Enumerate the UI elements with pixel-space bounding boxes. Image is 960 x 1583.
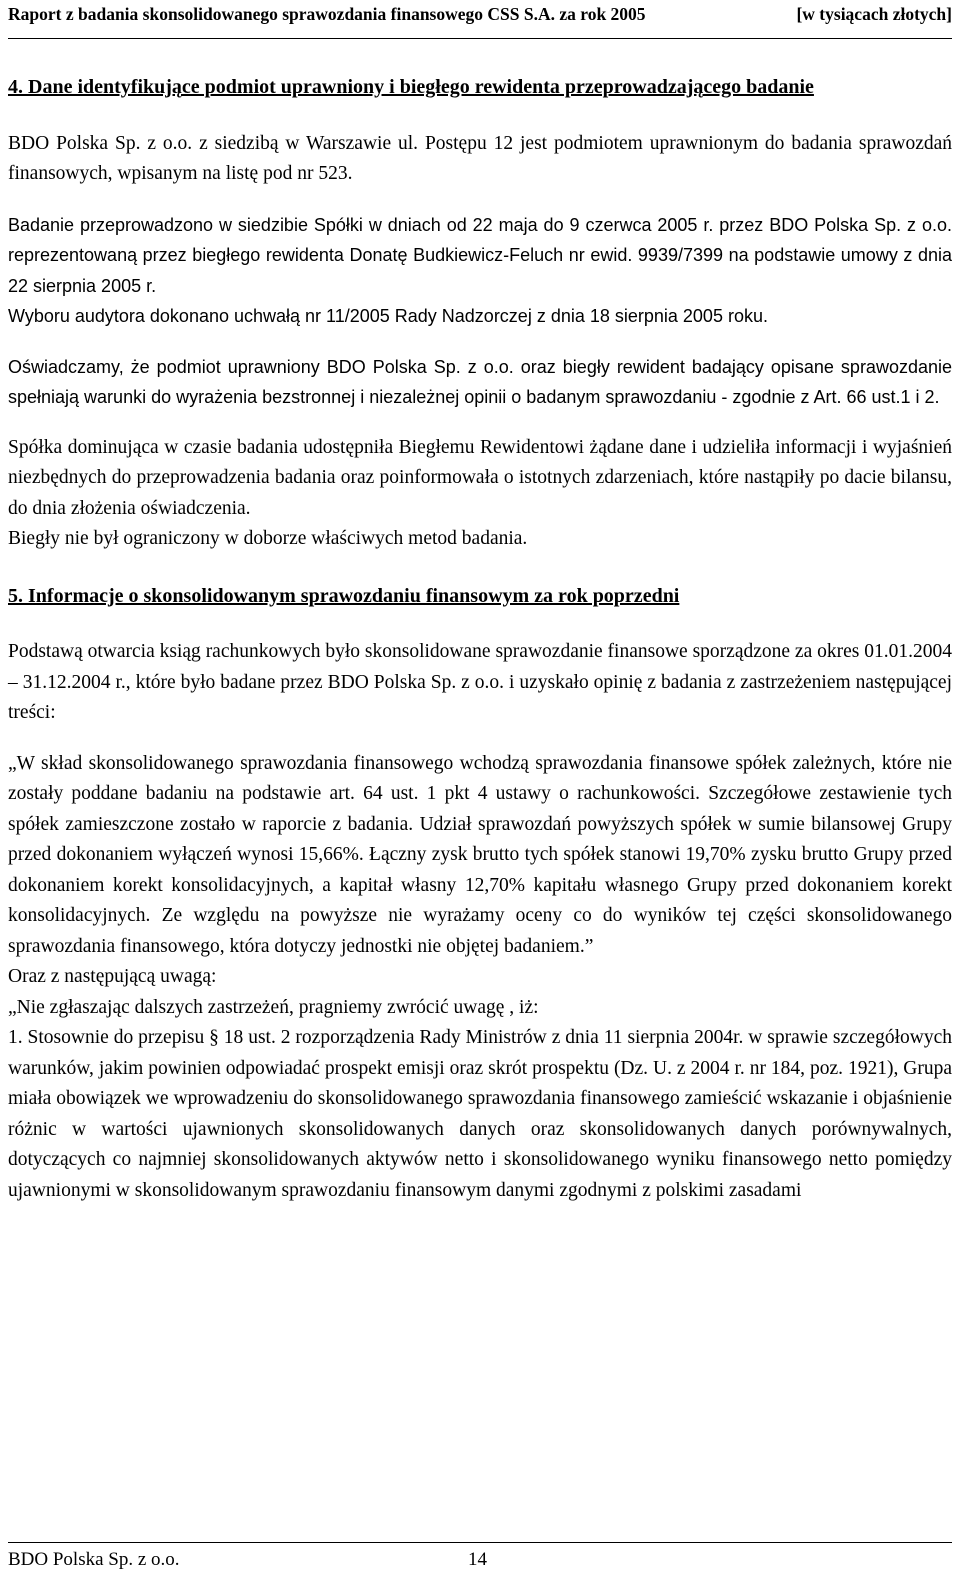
document-body	[8, 72, 952, 1206]
header-title: Raport z badania skonsolidowanego sprawozdania finansowego CSS S.A. za rok 2005	[8, 4, 646, 24]
footer-company: BDO Polska Sp. z o.o.	[8, 1549, 180, 1570]
section-4-paragraph-2: Badanie przeprowadzono w siedzibie Spółki w dniach od 22 maja do 9 czerwca 2005 r. przez BDO Polska Sp. z o.o. reprezentowaną przez biegłego rewidenta Donatę Budkiewicz-Feluch nr ewid. 9939/7399 na podstawie umowy z dnia 22 sierpnia 2005 r.	[8, 214, 952, 296]
page-header	[8, 4, 952, 39]
page-footer	[8, 1542, 952, 1579]
section-4-heading: 4. Dane identyfikujące podmiot uprawniony i biegłego rewidenta przeprowadzającego badanie	[8, 76, 814, 98]
header-unit: [w tysiącach złotych]	[796, 4, 952, 24]
section-5-heading: 5. Informacje o skonsolidowanym sprawozdaniu finansowym za rok poprzedni	[8, 584, 680, 607]
section-4-paragraph-5: Spółka dominująca w czasie badania udostępniła Biegłemu Rewidentowi żądane dane i udzieliła informacji i wyjaśnień niezbędnych do przeprowadzenia badania oraz poinformowała o istotnych zdarzeniach, które nastąpiły po dacie bilansu, do dnia złożenia oświadczenia.	[8, 436, 952, 519]
section-5-paragraph-2: Oraz z następującą uwagą:	[8, 966, 217, 987]
section-5-list-item-1: 1. Stosownie do przepisu § 18 ust. 2 rozporządzenia Rady Ministrów z dnia 11 sierpnia 2004r. w sprawie szczegółowych warunków, jakim powinien odpowiadać prospekt emisji oraz skrót prospektu (Dz. U. z 2004 r. nr 184, poz. 1921), Grupa miała obowiązek we wprowadzeniu do skonsolidowanego sprawozdania finansowego zamieścić wskazanie i objaśnienie różnic w wartości ujawnionych skonsolidowanych danych oraz skonsolidowanych danych porównywalnych, dotyczących co najmniej skonsolidowanych aktywów netto i skonsolidowanego wyniku finansowego netto pomiędzy ujawnionymi w skonsolidowanym sprawozdaniu finansowym danymi zgodnymi z polskimi zasadami	[8, 1027, 952, 1201]
page-number: 14	[468, 1549, 487, 1570]
section-4-paragraph-3: Wyboru audytora dokonano uchwałą nr 11/2005 Rady Nadzorczej z dnia 18 sierpnia 2005 roku.	[8, 306, 768, 326]
section-4-paragraph-4: Oświadczamy, że podmiot uprawniony BDO Polska Sp. z o.o. oraz biegły rewident badający opisane sprawozdanie spełniają warunki do wyrażenia bezstronnej i niezależnej opinii o badanym sprawozdaniu - zgodnie z Art. 66 ust.1 i 2.	[8, 356, 952, 407]
section-5-quote-2: „Nie zgłaszając dalszych zastrzeżeń, pragniemy zwrócić uwagę , iż:	[8, 996, 539, 1018]
section-5-paragraph-1: Podstawą otwarcia ksiąg rachunkowych było skonsolidowane sprawozdanie finansowe sporządzone za okres 01.01.2004 – 31.12.2004 r., które było badane przez BDO Polska Sp. z o.o. i uzyskało opinię z badania z zastrzeżeniem następującej treści:	[8, 641, 952, 723]
section-5-quote-1: „W skład skonsolidowanego sprawozdania finansowego wchodzą sprawozdania finansowe spółek zależnych, które nie zostały poddane badaniu na podstawie art. 64 ust. 1 pkt 4 ustawy o rachunkowości. Szczegółowe zestawienie tych spółek zamieszczone zostało w raporcie z badania. Udział sprawozdań powyższych spółek w sumie bilansowej Grupy przed dokonaniem wyłączeń wynosi 15,66%. Łączny zysk brutto tych spółek stanowi 19,70% zysku brutto Grupy przed dokonaniem korekt konsolidacyjnych, a kapitał własny 12,70% kapitału własnego Grupy przed dokonaniem korekt konsolidacyjnych. Ze względu na powyższe nie wyrażamy oceny co do wyników tej części skonsolidowanego sprawozdania finansowego, która dotyczy jednostki nie objętej badaniem.”	[8, 752, 952, 957]
section-4-paragraph-1: BDO Polska Sp. z o.o. z siedzibą w Warszawie ul. Postępu 12 jest podmiotem uprawnionym do badania sprawozdań finansowych, wpisanym na listę pod nr 523.	[8, 132, 952, 184]
section-4-paragraph-6: Biegły nie był ograniczony w doborze właściwych metod badania.	[8, 528, 528, 549]
